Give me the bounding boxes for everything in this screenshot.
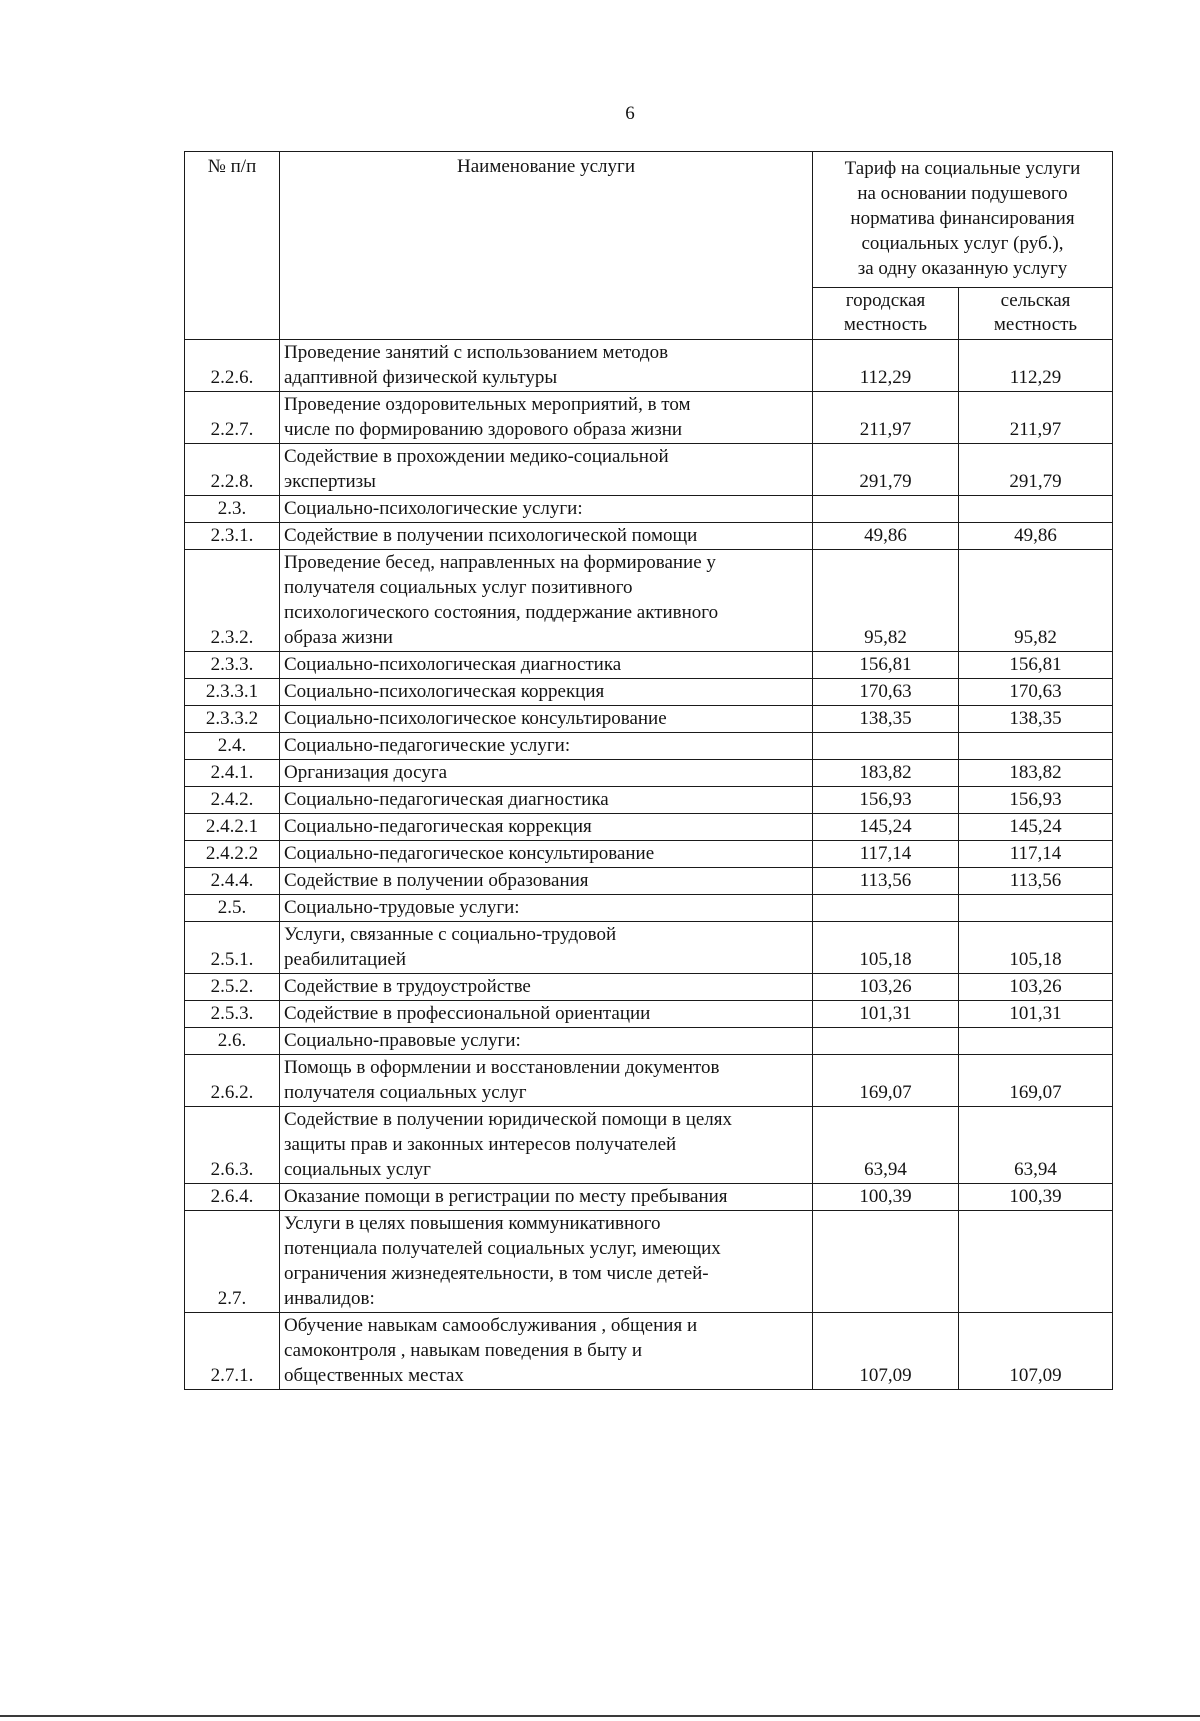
header-rural-line: сельская [1000,290,1071,311]
rural-tariff: 100,39 [959,1184,1113,1211]
row-number: 2.4.2.2 [185,841,280,868]
urban-tariff: 113,56 [813,868,959,895]
rural-tariff: 113,56 [959,868,1113,895]
rural-tariff: 169,07 [959,1055,1113,1107]
table-row [185,868,1113,895]
header-row [185,152,1113,288]
table-row [185,392,1113,444]
table-row [185,787,1113,814]
row-number: 2.2.7. [185,392,280,444]
service-name-line: Социально-психологическое консультирование [284,708,667,729]
row-number: 2.6.3. [185,1107,280,1184]
urban-tariff [813,1211,959,1313]
service-name [280,733,813,760]
rural-tariff: 156,81 [959,652,1113,679]
header-urban [813,288,959,340]
service-name [280,814,813,841]
table-row [185,922,1113,974]
urban-tariff: 170,63 [813,679,959,706]
row-number: 2.4.1. [185,760,280,787]
service-name-line: Социально-педагогическая коррекция [284,816,592,837]
urban-tariff: 112,29 [813,340,959,392]
service-name [280,392,813,444]
urban-tariff: 183,82 [813,760,959,787]
service-name-line: Услуги, связанные с социально-трудовой [284,924,617,945]
rural-tariff [959,1028,1113,1055]
page-number: 6 [625,103,635,124]
table-row [185,706,1113,733]
rural-tariff: 138,35 [959,706,1113,733]
row-number: 2.2.6. [185,340,280,392]
header-tariff-line: социальных услуг (руб.), [861,233,1064,254]
service-name-line: защиты прав и законных интересов получателей [284,1134,677,1155]
service-name-line: адаптивной физической культуры [284,367,558,388]
rural-tariff: 63,94 [959,1107,1113,1184]
table-row [185,733,1113,760]
urban-tariff: 156,81 [813,652,959,679]
service-name [280,787,813,814]
header-tariff-line: норматива финансирования [850,208,1075,229]
rural-tariff: 291,79 [959,444,1113,496]
urban-tariff: 291,79 [813,444,959,496]
rural-tariff: 95,82 [959,550,1113,652]
service-name-line: Обучение навыкам самообслуживания , общения и [284,1315,698,1336]
row-number: 2.5. [185,895,280,922]
service-name [280,523,813,550]
row-number: 2.2.8. [185,444,280,496]
service-name [280,841,813,868]
table-row [185,523,1113,550]
rural-tariff: 183,82 [959,760,1113,787]
urban-tariff: 156,93 [813,787,959,814]
urban-tariff: 49,86 [813,523,959,550]
service-name [280,868,813,895]
service-name-line: Проведение бесед, направленных на формирование у [284,552,716,573]
table-row [185,974,1113,1001]
row-number: 2.7. [185,1211,280,1313]
service-name-line: Помощь в оформлении и восстановлении документов [284,1057,720,1078]
table-row [185,679,1113,706]
urban-tariff: 105,18 [813,922,959,974]
header-tariff-line: Тариф на социальные услуги [844,158,1081,179]
urban-tariff: 107,09 [813,1313,959,1390]
service-name [280,706,813,733]
row-number: 2.3.3. [185,652,280,679]
service-name-line: Социально-правовые услуги: [284,1030,521,1051]
row-number: 2.3.2. [185,550,280,652]
table-row [185,496,1113,523]
urban-tariff: 63,94 [813,1107,959,1184]
table-row [185,1313,1113,1390]
service-name [280,496,813,523]
row-number: 2.3.3.1 [185,679,280,706]
urban-tariff: 145,24 [813,814,959,841]
service-name [280,760,813,787]
header-rural-line: местность [993,314,1078,335]
service-name-line: Организация досуга [284,762,448,783]
service-name-line: Содействие в получении психологической помощи [284,525,698,546]
service-name [280,1313,813,1390]
header-name: Наименование услуги [280,152,813,340]
table-row [185,1107,1113,1184]
rural-tariff: 101,31 [959,1001,1113,1028]
header-urban-line: городская [845,290,926,311]
service-name-line: Социально-трудовые услуги: [284,897,520,918]
urban-tariff: 211,97 [813,392,959,444]
rural-tariff [959,496,1113,523]
row-number: 2.3. [185,496,280,523]
row-number: 2.5.1. [185,922,280,974]
header-rural [959,288,1113,340]
service-name-line: получателя социальных услуг позитивного [284,577,633,598]
service-name-line: Проведение оздоровительных мероприятий, в том [284,394,691,415]
service-name-line: реабилитацией [284,949,406,970]
row-number: 2.3.3.2 [185,706,280,733]
header-tariff-line: за одну оказанную услугу [857,258,1068,279]
service-name-line: Социально-психологические услуги: [284,498,583,519]
service-name-line: Социально-педагогическое консультирование [284,843,655,864]
rural-tariff: 103,26 [959,974,1113,1001]
service-name [280,895,813,922]
rural-tariff [959,733,1113,760]
row-number: 2.3.1. [185,523,280,550]
urban-tariff [813,496,959,523]
service-name [280,652,813,679]
urban-tariff: 100,39 [813,1184,959,1211]
urban-tariff [813,895,959,922]
row-number: 2.4.2.1 [185,814,280,841]
urban-tariff: 117,14 [813,841,959,868]
table-body [185,340,1113,1390]
header-urban-line: местность [843,314,928,335]
service-name-line: Проведение занятий с использованием методов [284,342,669,363]
service-name [280,1001,813,1028]
service-name-line: экспертизы [284,471,376,492]
header-tariff-line: на основании подушевого [857,183,1068,204]
rural-tariff: 117,14 [959,841,1113,868]
service-name-line: числе по формированию здорового образа жизни [284,419,683,440]
service-name-line: Содействие в получении юридической помощи в целях [284,1109,733,1130]
service-name [280,1184,813,1211]
urban-tariff: 103,26 [813,974,959,1001]
table-row [185,1001,1113,1028]
service-name [280,550,813,652]
urban-tariff: 138,35 [813,706,959,733]
service-name [280,1211,813,1313]
service-name-line: Услуги в целях повышения коммуникативного [284,1213,661,1234]
table-row [185,340,1113,392]
table-row [185,652,1113,679]
table-row [185,841,1113,868]
service-name-line: социальных услуг [284,1159,431,1180]
rural-tariff: 49,86 [959,523,1113,550]
urban-tariff: 95,82 [813,550,959,652]
row-number: 2.4.2. [185,787,280,814]
rural-tariff [959,1211,1113,1313]
service-name [280,1107,813,1184]
rural-tariff: 105,18 [959,922,1113,974]
service-name [280,922,813,974]
row-number: 2.5.2. [185,974,280,1001]
service-name-line: общественных местах [284,1365,464,1386]
table-row [185,550,1113,652]
service-name-line: Оказание помощи в регистрации по месту пребывания [284,1186,728,1207]
row-number: 2.6. [185,1028,280,1055]
table-row [185,1211,1113,1313]
service-name-line: потенциала получателей социальных услуг, имеющих [284,1238,721,1259]
service-name-line: инвалидов: [284,1288,375,1309]
urban-tariff [813,733,959,760]
rural-tariff: 211,97 [959,392,1113,444]
service-name-line: Социально-педагогическая диагностика [284,789,609,810]
service-name-line: Содействие в прохождении медико-социальной [284,446,669,467]
rural-tariff [959,895,1113,922]
tariff-table [184,151,1113,1390]
bottom-rule [0,1715,1200,1717]
table-row [185,760,1113,787]
table-row [185,1028,1113,1055]
row-number: 2.4.4. [185,868,280,895]
urban-tariff: 101,31 [813,1001,959,1028]
service-name [280,1028,813,1055]
rural-tariff: 107,09 [959,1313,1113,1390]
service-name-line: Содействие в трудоустройстве [284,976,531,997]
table-row [185,444,1113,496]
service-name-line: Содействие в получении образования [284,870,589,891]
header-tariff [813,152,1113,288]
service-name-line: ограничения жизнедеятельности, в том числе детей- [284,1263,709,1284]
table-row [185,1184,1113,1211]
header-num: № п/п [185,152,280,340]
urban-tariff: 169,07 [813,1055,959,1107]
service-name-line: Социально-психологическая коррекция [284,681,605,702]
service-name-line: образа жизни [284,627,393,648]
row-number: 2.6.4. [185,1184,280,1211]
rural-tariff: 170,63 [959,679,1113,706]
service-name-line: самоконтроля , навыкам поведения в быту и [284,1340,643,1361]
service-name-line: Социально-педагогические услуги: [284,735,571,756]
table-row [185,895,1113,922]
service-name-line: Социально-психологическая диагностика [284,654,622,675]
urban-tariff [813,1028,959,1055]
rural-tariff: 156,93 [959,787,1113,814]
service-name [280,444,813,496]
service-name-line: получателя социальных услуг [284,1082,527,1103]
table-row [185,814,1113,841]
row-number: 2.5.3. [185,1001,280,1028]
row-number: 2.4. [185,733,280,760]
row-number: 2.7.1. [185,1313,280,1390]
service-name [280,1055,813,1107]
service-name-line: психологического состояния, поддержание активного [284,602,719,623]
row-number: 2.6.2. [185,1055,280,1107]
service-name [280,974,813,1001]
service-name [280,340,813,392]
service-name [280,679,813,706]
table-row [185,1055,1113,1107]
rural-tariff: 112,29 [959,340,1113,392]
service-name-line: Содействие в профессиональной ориентации [284,1003,651,1024]
rural-tariff: 145,24 [959,814,1113,841]
